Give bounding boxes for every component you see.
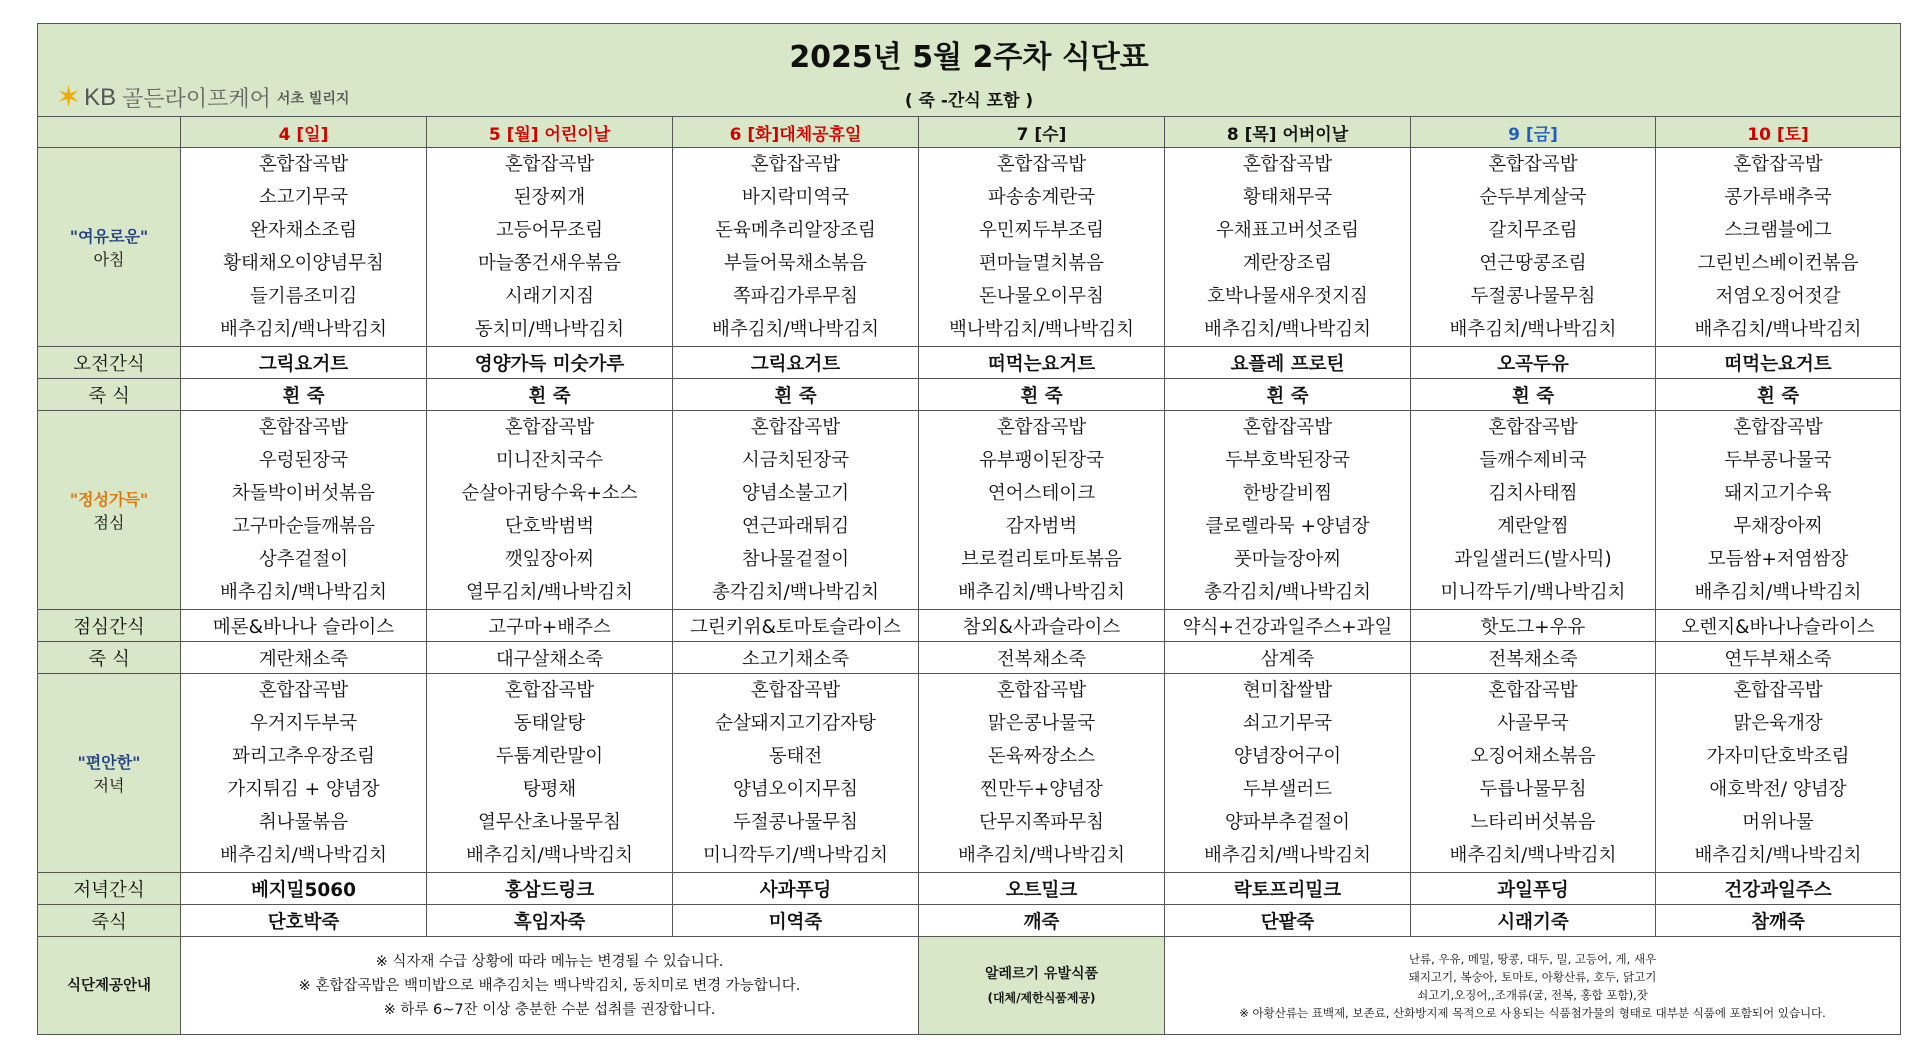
menu-item: 혼합잡곡밥 [1242,154,1333,175]
menu-item: 혼합잡곡밥 [504,680,595,701]
porridge-morning-item: 흰 죽 [919,379,1165,411]
porridge-evening-item: 단팥죽 [1165,905,1411,937]
menu-item: 두부호박된장국 [1224,450,1351,471]
menu-item: 배추김치/백나박김치 [1449,845,1617,866]
menu-item: 혼합잡곡밥 [1242,417,1333,438]
menu-item: 완자채소조림 [249,220,358,241]
menu-item: 배추김치/백나박김치 [219,845,388,866]
lunch-snack-row [38,610,1901,642]
menu-item: 혼합잡곡밥 [750,154,841,175]
lunch-menu-cell [919,411,1165,610]
menu-item: 순살아귀탕수육+소스 [461,483,638,504]
pm-snack-item: 홍삼드링크 [427,873,673,905]
menu-item: 백나박김치/백나박김치 [949,319,1134,340]
breakfast-menu-cell [181,148,427,347]
day-header: 9 [금] [1411,117,1656,148]
allergy-line: ※ 아황산류는 표백제, 보존료, 산화방지제 목적으로 사용되는 식품첨가물의 형태로 대부분 식품에 포함되어 있습니다. [1239,1005,1826,1020]
menu-item: 쪽파김가루무침 [732,286,859,307]
menu-item: 사골무국 [1497,713,1569,734]
menu-item: 두툼계란말이 [495,746,604,767]
dinner-menu-cell [427,674,673,873]
allergy-line: 돼지고기, 복숭아, 토마토, 아황산류, 호두, 닭고기 [1408,969,1657,984]
menu-item: 모듬쌈+저염쌈장 [1707,549,1849,570]
footer-label: 식단제공안내 [38,937,181,1035]
menu-item: 오징어채소볶음 [1470,746,1596,767]
allergy-line: 난류, 우유, 메밀, 땅콩, 대두, 밀, 고등어, 게, 새우 [1408,951,1657,966]
menu-item: 찐만두+양념장 [980,779,1103,800]
kb-star-icon: ✶ [56,79,79,115]
menu-item: 돈육메추리알장조림 [715,220,876,241]
menu-item: 혼합잡곡밥 [504,154,595,175]
menu-item: 배추김치/백나박김치 [1694,582,1862,603]
porridge-evening-item: 참깨죽 [1656,905,1901,937]
menu-item: 배추김치/백나박김치 [465,845,634,866]
porridge-lunch-row [38,642,1901,674]
menu-item: 부들어묵채소볶음 [724,253,867,274]
am-snack-item: 떠먹는요거트 [1656,347,1901,379]
day-header-row [38,117,1901,148]
menu-item: 계란장조림 [1242,253,1333,274]
menu-item: 혼합잡곡밥 [1733,417,1823,438]
menu-item: 양념장어구이 [1233,746,1342,767]
menu-item: 소고기무국 [258,187,349,208]
dinner-label [38,674,181,873]
am-snack-item: 오곡두유 [1411,347,1656,379]
menu-item: 바지락미역국 [741,187,850,208]
porridge-lunch-item: 전복채소죽 [919,642,1165,674]
menu-item: 참나물겉절이 [741,549,850,570]
menu-item: 연어스테이크 [987,483,1096,504]
menu-item: 쇠고기무국 [1242,713,1333,734]
lunch-snack-item: 오렌지&바나나슬라이스 [1656,610,1901,642]
menu-item: 파송송계란국 [987,187,1096,208]
menu-item: 두절콩나물무침 [732,812,859,833]
menu-item: 상추겉절이 [258,549,349,570]
menu-item: 양념소불고기 [741,483,850,504]
breakfast-label-meal: 아침 [93,250,125,269]
title-banner [38,24,1901,117]
menu-item: 혼합잡곡밥 [1488,680,1578,701]
am-snack-item: 영양가득 미숫가루 [427,347,673,379]
menu-item: 배추김치/백나박김치 [1694,319,1862,340]
menu-item: 들기름조미김 [249,286,358,307]
breakfast-label [38,148,181,347]
menu-item: 배추김치/백나박김치 [1449,319,1617,340]
menu-item: 감자범벅 [1005,516,1078,537]
porridge-evening-item: 미역죽 [673,905,919,937]
page-subtitle: ( 죽 -간식 포함 ) [904,90,1034,111]
menu-item: 마늘쫑건새우볶음 [478,253,621,274]
porridge-evening-item: 시래기죽 [1411,905,1656,937]
lunch-menu-cell [1656,411,1901,610]
pm-snack-item: 락토프리밀크 [1165,873,1411,905]
dinner-menu-cell [673,674,919,873]
menu-item: 고등어무조림 [495,220,604,241]
menu-item: 콩가루배추국 [1724,187,1832,208]
porridge-lunch-item: 소고기채소죽 [673,642,919,674]
footer-notes [181,937,919,1035]
dinner-menu-cell [181,674,427,873]
menu-item: 현미찹쌀밥 [1242,680,1333,701]
breakfast-menu-cell [427,148,673,347]
am-snack-item: 그릭요거트 [673,347,919,379]
menu-item: 김치사태찜 [1488,483,1578,504]
menu-item: 들깨수제비국 [1479,450,1587,471]
menu-item: 한방갈비찜 [1242,483,1333,504]
day-header: 5 [월] 어린이날 [427,117,673,148]
day-header: 7 [수] [919,117,1165,148]
menu-item: 동치미/백나박김치 [474,319,625,340]
allergy-title: 알레르기 유발식품 [984,965,1099,982]
menu-item: 느타리버섯볶음 [1470,812,1596,833]
menu-item: 배추김치/백나박김치 [711,319,880,340]
menu-item: 두부콩나물국 [1724,450,1832,471]
menu-item: 애호박전/ 양념장 [1709,779,1847,800]
am-snack-row [38,347,1901,379]
porridge-morning-item: 흰 죽 [673,379,919,411]
menu-item: 맑은콩나물국 [987,713,1096,734]
menu-item: 돼지고기수육 [1724,483,1832,504]
porridge-lunch-item: 전복채소죽 [1411,642,1656,674]
menu-item: 호박나물새우젓지짐 [1207,286,1368,307]
dinner-label-meal: 저녁 [93,776,125,795]
porridge-lunch-item: 대구살채소죽 [427,642,673,674]
footer-note: ※ 식자재 수급 상황에 따라 메뉴는 변경될 수 있습니다. [375,953,724,970]
porridge-morning-item: 흰 죽 [1656,379,1901,411]
breakfast-menu-cell [1411,148,1656,347]
menu-item: 혼합잡곡밥 [258,154,349,175]
menu-item: 배추김치/백나박김치 [957,582,1126,603]
menu-item: 두부샐러드 [1242,779,1333,800]
day-header: 10 [토] [1656,117,1901,148]
breakfast-menu-cell [673,148,919,347]
menu-item: 된장찌개 [513,187,586,208]
porridge-morning-row [38,379,1901,411]
menu-item: 혼합잡곡밥 [1733,154,1823,175]
dinner-menu-cell [919,674,1165,873]
lunch-snack-item: 그린키위&토마토슬라이스 [673,610,919,642]
porridge-morning-item: 흰 죽 [1411,379,1656,411]
company-logo [56,79,350,115]
menu-item: 클로렐라묵 +양념장 [1205,516,1370,537]
menu-item: 혼합잡곡밥 [750,680,841,701]
menu-item: 단호박범벅 [504,516,595,537]
menu-item: 혼합잡곡밥 [258,417,349,438]
lunch-menu-cell [181,411,427,610]
menu-item: 혼합잡곡밥 [996,680,1087,701]
porridge-evening-row [38,905,1901,937]
menu-item: 갈치무조림 [1488,220,1578,241]
menu-item: 배추김치/백나박김치 [1203,319,1372,340]
menu-item: 배추김치/백나박김치 [219,319,388,340]
menu-item: 돈나물오이무침 [978,286,1105,307]
menu-item: 연근파래튀김 [741,516,850,537]
pm-snack-item: 베지밀5060 [181,873,427,905]
logo-kb-text: KB [84,83,117,111]
lunch-menu-cell [1411,411,1656,610]
allergy-label [919,937,1165,1035]
menu-item: 순두부계살국 [1479,187,1587,208]
lunch-snack-item: 약식+건강과일주스+과일 [1165,610,1411,642]
menu-item: 미니깍두기/백나박김치 [1440,582,1626,603]
menu-item: 과일샐러드(발사믹) [1454,549,1612,570]
am-snack-item: 그릭요거트 [181,347,427,379]
dinner-menu-cell [1165,674,1411,873]
allergy-line: 쇠고기,오징어,,조개류(굴, 전복, 홍합 포함),잣 [1417,987,1648,1002]
am-snack-item: 요플레 프로틴 [1165,347,1411,379]
menu-item: 혼합잡곡밥 [1488,154,1578,175]
menu-item: 유부팽이된장국 [978,450,1105,471]
menu-item: 저염오징어젓갈 [1715,286,1841,307]
porridge-evening-item: 깨죽 [919,905,1165,937]
menu-item: 혼합잡곡밥 [750,417,841,438]
lunch-menu-cell [673,411,919,610]
porridge-lunch-label: 죽 식 [38,642,181,674]
breakfast-menu-cell [1165,148,1411,347]
meal-plan-table [37,23,1901,1035]
menu-item: 꽈리고추우장조림 [232,746,375,767]
breakfast-label-quote: "여유로운" [69,227,149,246]
pm-snack-item: 오트밀크 [919,873,1165,905]
porridge-morning-label: 죽 식 [38,379,181,411]
porridge-evening-item: 흑임자죽 [427,905,673,937]
menu-item: 시래기지짐 [504,286,595,307]
porridge-morning-item: 흰 죽 [181,379,427,411]
menu-item: 미니잔치국수 [495,450,604,471]
day-header: 4 [일] [181,117,427,148]
day-header: 6 [화]대체공휴일 [673,117,919,148]
breakfast-menu-cell [919,148,1165,347]
allergy-subtitle: (대체/제한식품제공) [987,990,1096,1005]
am-snack-item: 떠먹는요거트 [919,347,1165,379]
footer-note: ※ 혼합잡곡밥은 백미밥으로 배추김치는 백나박김치, 동치미로 변경 가능합니다. [298,977,801,994]
menu-item: 양파부추겉절이 [1224,812,1351,833]
menu-item: 차돌박이버섯볶음 [232,483,375,504]
porridge-lunch-item: 연두부채소죽 [1656,642,1901,674]
menu-item: 열무산초나물무침 [478,812,621,833]
menu-item: 열무김치/백나박김치 [465,582,634,603]
footer-note: ※ 하루 6~7잔 이상 충분한 수분 섭취를 권장합니다. [383,1001,716,1018]
menu-item: 배추김치/백나박김치 [957,845,1126,866]
menu-item: 우거지두부국 [249,713,358,734]
menu-item: 혼합잡곡밥 [996,417,1087,438]
menu-item: 무채장아찌 [1733,516,1823,537]
page-title: 2025년 5월 2주차 식단표 [789,39,1149,75]
menu-item: 시금치된장국 [741,450,850,471]
menu-item: 혼합잡곡밥 [996,154,1087,175]
menu-item: 배추김치/백나박김치 [1203,845,1372,866]
menu-item: 순살돼지고기감자탕 [715,713,876,734]
menu-item: 가지튀김 + 양념장 [227,779,380,800]
menu-item: 황태채무국 [1242,187,1333,208]
allergy-list [1165,937,1901,1035]
menu-item: 탕평채 [522,779,577,800]
menu-item: 머위나물 [1742,812,1814,833]
menu-item: 혼합잡곡밥 [258,680,349,701]
am-snack-label: 오전간식 [38,347,181,379]
dinner-menu-cell [1411,674,1656,873]
menu-item: 두릅나물무침 [1479,779,1587,800]
porridge-morning-item: 흰 죽 [427,379,673,411]
menu-item: 스크램블에그 [1724,220,1832,241]
logo-name-text: 골든라이프케어 [122,87,271,112]
menu-item: 브로컬리토마토볶음 [961,549,1122,570]
menu-item: 혼합잡곡밥 [1488,417,1578,438]
menu-item: 가자미단호박조림 [1706,746,1850,767]
menu-item: 양념오이지무침 [732,779,859,800]
breakfast-menu-cell [1656,148,1901,347]
lunch-snack-item: 참외&사과슬라이스 [919,610,1165,642]
lunch-label [38,411,181,610]
menu-item: 맑은육개장 [1733,713,1823,734]
menu-item: 연근땅콩조림 [1479,253,1587,274]
dinner-row [38,674,1901,873]
menu-item: 풋마늘장아찌 [1233,549,1342,570]
lunch-row [38,411,1901,610]
porridge-evening-label: 죽식 [38,905,181,937]
menu-item: 두절콩나물무침 [1470,286,1596,307]
porridge-morning-item: 흰 죽 [1165,379,1411,411]
menu-item: 우렁된장국 [258,450,349,471]
lunch-snack-item: 핫도그+우유 [1411,610,1656,642]
logo-sub-text: 서초 빌리지 [276,90,350,107]
lunch-label-quote: "정성가득" [69,490,149,509]
menu-item: 배추김치/백나박김치 [219,582,388,603]
menu-item: 동태알탕 [513,713,586,734]
menu-item: 우채표고버섯조림 [1216,220,1359,241]
menu-item: 총각김치/백나박김치 [1203,582,1372,603]
menu-item: 총각김치/백나박김치 [711,582,880,603]
pm-snack-item: 과일푸딩 [1411,873,1656,905]
menu-item: 편마늘멸치볶음 [978,253,1105,274]
menu-item: 취나물볶음 [258,812,349,833]
lunch-snack-item: 메론&바나나 슬라이스 [181,610,427,642]
footer-row [38,937,1901,1035]
lunch-label-meal: 점심 [93,513,125,532]
menu-item: 깻잎장아찌 [504,549,595,570]
pm-snack-item: 사과푸딩 [673,873,919,905]
menu-item: 혼합잡곡밥 [1733,680,1823,701]
menu-item: 계란알찜 [1497,516,1569,537]
lunch-snack-item: 고구마+배주스 [427,610,673,642]
porridge-lunch-item: 계란채소죽 [181,642,427,674]
pm-snack-label: 저녁간식 [38,873,181,905]
pm-snack-row [38,873,1901,905]
dinner-label-quote: "편안한" [77,753,141,772]
menu-item: 동태전 [768,746,823,767]
lunch-snack-label: 점심간식 [38,610,181,642]
menu-item: 황태채오이양념무침 [223,253,384,274]
menu-item: 우민찌두부조림 [978,220,1105,241]
menu-item: 돈육짜장소스 [987,746,1096,767]
menu-item: 그린빈스베이컨볶음 [1697,253,1859,274]
porridge-lunch-item: 삼계죽 [1165,642,1411,674]
menu-item: 혼합잡곡밥 [504,417,595,438]
porridge-evening-item: 단호박죽 [181,905,427,937]
pm-snack-item: 건강과일주스 [1656,873,1901,905]
dinner-menu-cell [1656,674,1901,873]
day-header: 8 [목] 어버이날 [1165,117,1411,148]
menu-item: 배추김치/백나박김치 [1694,845,1862,866]
breakfast-row [38,148,1901,347]
menu-item: 고구마순들깨볶음 [232,516,375,537]
lunch-menu-cell [427,411,673,610]
lunch-menu-cell [1165,411,1411,610]
menu-item: 미니깍두기/백나박김치 [703,845,888,866]
menu-item: 단무지쪽파무침 [978,812,1105,833]
corner-cell [38,117,181,148]
